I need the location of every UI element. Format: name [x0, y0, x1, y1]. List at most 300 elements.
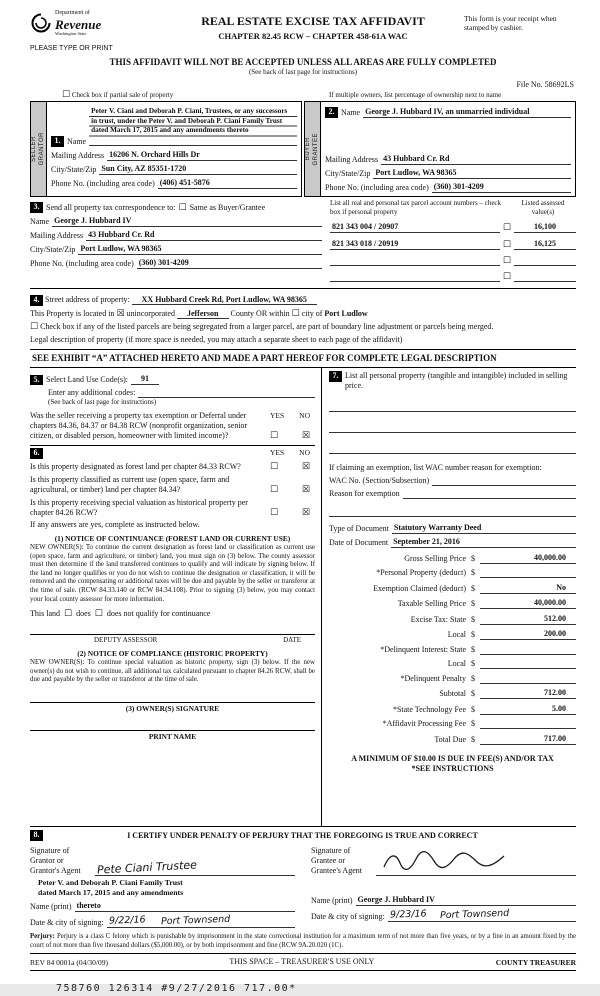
q3-yes-checkbox[interactable]: ☐ — [270, 507, 279, 518]
grantor-sig-row — [30, 846, 295, 876]
middle-columns — [30, 367, 576, 827]
yes-no-header — [265, 411, 315, 420]
does-label: does — [76, 609, 91, 619]
city-of-label: city of — [301, 309, 323, 319]
personal-property-blank-3[interactable] — [329, 443, 576, 454]
segregation-row — [30, 322, 576, 332]
exemption-no-checkbox[interactable]: ☒ — [301, 431, 310, 442]
property-address-section — [30, 289, 576, 350]
grantor-print-row — [30, 901, 295, 912]
correspondence-mailing-row — [30, 230, 322, 241]
money-value-field[interactable]: 40,000.00 — [480, 553, 576, 564]
money-row — [329, 688, 576, 699]
q2-checkboxes — [265, 486, 315, 495]
historic-question: Is this property receiving special valuation as historical property per chapter 84.26 RCW? — [30, 497, 248, 517]
grantee-signature-scrawl — [378, 850, 508, 872]
dollar-sign: $ — [471, 719, 475, 729]
grantor-signature-block — [30, 846, 295, 928]
money-value-field[interactable] — [480, 674, 576, 684]
buyer-name-row — [325, 107, 571, 118]
legal-description-label: Legal description of property (if more space is needed, you may attach a separate sheet to each page of the affidavit) — [30, 335, 403, 345]
form-chapter-line: CHAPTER 82.45 RCW – CHAPTER 458-61A WAC — [218, 31, 408, 41]
perjury-text: Perjury is a class C felony which is punishable by imprisonment in the state correctional institution for a maximum term of not more than five years, or by a fine in an amount fixed by the court of not more than five thousand dollars ($5,000.00), or by both imprisonment and fine (RCW 9A.20.020 (1C). — [30, 933, 576, 949]
section-8-badge: 8. — [30, 830, 43, 841]
correspondence-mailing-field[interactable]: 43 Hubbard Cr. Rd — [86, 230, 322, 241]
section-6-header — [30, 445, 315, 459]
grantee-print-field[interactable]: George J. Hubbard IV — [356, 895, 576, 906]
minimum-fee-line1: A MINIMUM OF $10.00 IS DUE IN FEE(S) AND/OR TAX — [351, 753, 554, 763]
seller-phone-label: Phone No. (including area code) — [51, 178, 155, 188]
land-use-code-field[interactable]: 91 — [131, 374, 159, 385]
correspondence-mailing-label: Mailing Address — [30, 230, 84, 240]
grantee-signature-block — [311, 846, 576, 928]
additional-codes-label: Enter any additional codes: — [48, 388, 136, 398]
correspondence-phone-row — [30, 258, 322, 269]
seller-name-field[interactable]: Peter V. Ciani and Deborah P. Ciani, Trustees, or any successors in trust, under the Peter V. and Deborah P. Ciani Family Trust dated March 17, 2015 and any amendments thereto — [89, 107, 297, 147]
multiple-owners-note: If multiple owners, list percentage of ownership next to name — [329, 90, 502, 99]
land-use-row — [30, 374, 315, 385]
does-not-label: does not qualify for continuance — [106, 609, 211, 619]
yes-label: YES — [270, 411, 285, 421]
money-label: Subtotal — [439, 689, 466, 699]
buyer-phone-field[interactable]: (360) 301-4209 — [432, 182, 571, 193]
grantor-signature-field[interactable] — [95, 858, 295, 878]
money-row — [329, 645, 576, 655]
tax-correspondence-section — [30, 197, 576, 290]
notice-compliance-body: NEW OWNER(S): To continue special valuation as historic property, sign (3) below. If the new owner(s) do not wish to continue, all additional tax calculated pursuant to chapter 84.26 RCW, shall be due and payable by the seller or transferor at the time of sale. — [30, 659, 315, 684]
money-value-field[interactable]: 512.00 — [480, 614, 576, 625]
seller-phone-field[interactable]: (406) 451-5876 — [158, 178, 297, 189]
grantor-cont-line2: dated March 17, 2015 and any amendments — [38, 888, 184, 898]
file-number: File No. 58692LS — [516, 79, 574, 89]
same-as-buyer-label: Same as Buyer/Grantee — [189, 202, 266, 212]
money-row — [329, 598, 576, 609]
exemption-question-block — [30, 411, 315, 441]
money-row — [329, 704, 576, 715]
q1-no-checkbox[interactable]: ☒ — [301, 461, 310, 472]
forest-land-question-row — [30, 462, 315, 472]
header-center — [162, 10, 464, 42]
segregated-label: Check box if any of the listed parcels are being segregated from a larger parcel, are part of boundary line adjustment or parcels being merged. — [40, 322, 494, 332]
wac-row — [329, 476, 576, 486]
no-label: NO — [299, 448, 310, 458]
owners-signature-line[interactable]: (3) OWNER(S) SIGNATURE — [30, 702, 315, 713]
seller-side-word1: SELLER — [30, 135, 37, 162]
money-label: Total Due — [434, 734, 466, 744]
additional-codes-field[interactable] — [138, 388, 315, 398]
buyer-mailing-row — [325, 154, 571, 165]
current-use-question-row — [30, 475, 315, 495]
money-label: Taxable Selling Price — [397, 599, 466, 609]
doc-date-field[interactable]: September 21, 2016 — [391, 537, 576, 548]
grantee-date-handwriting: 9/23/16 — [389, 908, 427, 921]
seller-mailing-field[interactable]: 16206 N. Orchard Hills Dr — [107, 150, 297, 161]
buyer-fields — [321, 102, 575, 196]
correspondence-header-row — [30, 202, 322, 213]
if-yes-note: If any answers are yes, complete as instructed below. — [30, 519, 200, 529]
seller-mailing-label: Mailing Address — [51, 150, 105, 160]
see-back-note-2: (See back of last page for instructions) — [48, 398, 157, 407]
personal-property-row — [329, 371, 576, 391]
reason-label: Reason for exemption — [329, 489, 400, 499]
yes-no-checkboxes — [265, 432, 315, 441]
parcel-number-field[interactable] — [330, 272, 500, 282]
assessed-value-field[interactable]: 16,100 — [514, 222, 576, 233]
dollar-sign: $ — [471, 599, 475, 609]
parcel-row — [330, 272, 576, 282]
unincorporated-checkbox[interactable]: ☒ — [116, 309, 125, 320]
grantee-date-row — [311, 909, 576, 922]
correspondence-name-row — [30, 216, 322, 227]
yes-no-header — [265, 448, 315, 457]
buyer-phone-label: Phone No. (including area code) — [325, 182, 429, 192]
seller-phone-row — [51, 178, 297, 189]
partial-sale-checkbox[interactable]: ☐ — [62, 89, 71, 100]
correspondence-fields — [30, 199, 330, 283]
q1-checkboxes — [265, 463, 315, 472]
q2-checkboxes-col — [265, 475, 315, 495]
dollar-sign: $ — [471, 644, 475, 654]
continuance-qualify-row — [30, 609, 315, 619]
grantor-sig-label — [30, 846, 92, 876]
personal-property-label: List all personal property (tangible and intangible) included in selling price. — [345, 371, 568, 391]
reason-blank-2[interactable] — [329, 506, 576, 517]
seller-name-label: Name — [67, 136, 87, 146]
section-1-badge: 1. — [51, 136, 64, 147]
dollar-sign: $ — [471, 568, 475, 578]
money-rows — [329, 553, 576, 745]
q3-checkboxes-col — [265, 498, 315, 518]
forest-land-question: Is this property designated as forest land per chapter 84.33 RCW? — [30, 461, 241, 471]
parcel-number-field[interactable]: 821 343 004 / 20907 — [330, 222, 500, 233]
logo-state-label: Washington State — [55, 30, 87, 36]
street-address-field[interactable]: XX Hubbard Creek Rd, Port Ludlow, WA 98365 — [132, 295, 317, 305]
correspondence-csz-label: City/State/Zip — [30, 244, 76, 254]
reason-row — [329, 489, 576, 499]
treasurer-space-label: THIS SPACE – TREASURER'S USE ONLY — [229, 957, 375, 967]
money-label: *State Technology Fee — [392, 704, 466, 714]
send-correspondence-label: Send all property tax correspondence to: — [46, 202, 176, 212]
notice-continuance-body: NEW OWNER(S): To continue the current designation as forest land or classification as current use (open space, farm and agriculture, or timber) land, you must sign on (3) below. The county assessor must then determine if the land transferred continues to qualify and will indicate by signing below. If the land no longer qualifies or you do not wish to continue the designation or classification, it will be removed and the compensating or additional taxes will be due and payable by the seller or transferor at the time of sale. (RCW 84.33.140 or RCW 84.34.108). Prior to signing (3) below, you may contact your local county assessor for more information. — [30, 544, 315, 603]
location-row — [30, 309, 576, 319]
money-row — [329, 553, 576, 564]
personal-property-blank-1[interactable] — [329, 401, 576, 412]
seller-side-label — [31, 102, 47, 196]
correspondence-phone-field[interactable]: (360) 301-4209 — [137, 258, 322, 269]
money-row — [329, 719, 576, 729]
personal-property-checkbox[interactable]: ☐ — [502, 272, 511, 283]
county-treasurer-label: COUNTY TREASURER — [495, 957, 576, 967]
grantor-sig-label-1: Signature of — [30, 846, 70, 856]
personal-property-blank-2[interactable] — [329, 422, 576, 433]
grantee-sig-label-1: Signature of — [311, 846, 351, 856]
section-6-badge: 6. — [30, 448, 43, 459]
grantor-cont-line1: Peter V. and Deborah P. Ciani Family Trust — [38, 878, 183, 888]
q2-yes-checkbox[interactable]: ☐ — [270, 484, 279, 495]
buyer-name-label: Name — [341, 107, 361, 117]
buyer-spacer — [325, 118, 571, 151]
form-footer — [30, 954, 576, 971]
grantor-city-handwriting: Port Townsend — [161, 914, 231, 928]
minimum-fee-line2: *SEE INSTRUCTIONS — [411, 763, 494, 773]
section-6-yes-no-header — [265, 448, 315, 459]
doc-date-row — [329, 537, 576, 548]
money-value-field[interactable] — [480, 645, 576, 655]
see-back-note: (See back of last page for instructions) — [248, 68, 358, 77]
date-label: DATE — [283, 636, 301, 645]
partial-sale-label: Check box if partial sale of property — [71, 90, 174, 99]
doc-date-label: Date of Document — [329, 538, 389, 548]
dollar-sign: $ — [471, 734, 475, 744]
section-7-badge: 7. — [329, 371, 342, 382]
perjury-label: Perjury: — [30, 933, 55, 941]
name-print-label: Name (print) — [30, 902, 72, 912]
money-value-field[interactable]: No — [480, 583, 576, 594]
land-does-not-checkbox[interactable]: ☐ — [94, 609, 103, 620]
grantee-sig-label-2: Grantee or Grantee's Agent — [311, 856, 362, 876]
street-address-row — [30, 295, 576, 306]
parcel-table — [330, 199, 576, 283]
date-city-label: Date & city of signing: — [311, 912, 385, 922]
dor-logo-text — [55, 10, 101, 36]
money-row — [329, 734, 576, 745]
money-label: *Personal Property (deduct) — [376, 568, 466, 578]
doc-type-row — [329, 523, 576, 534]
partial-sale-row — [30, 91, 303, 100]
minimum-fee-note — [329, 754, 576, 774]
money-value-field[interactable]: 717.00 — [480, 734, 576, 745]
deputy-assessor-line[interactable] — [30, 634, 315, 645]
left-column — [30, 368, 322, 826]
q1-yes-checkbox[interactable]: ☐ — [270, 461, 279, 472]
money-value-field[interactable] — [480, 568, 576, 578]
buyer-csz-label: City/State/Zip — [325, 168, 371, 178]
certify-statement: I CERTIFY UNDER PENALTY OF PERJURY THAT THE FOREGOING IS TRUE AND CORRECT — [127, 830, 478, 840]
money-label: *Delinquent Penalty — [400, 673, 466, 683]
seller-section — [30, 101, 302, 197]
seller-csz-row — [51, 164, 297, 175]
grantee-date-field[interactable] — [388, 909, 576, 922]
grantee-print-row — [311, 895, 576, 906]
grantee-spacer — [311, 876, 576, 892]
exhibit-a-line: SEE EXHIBIT “A” ATTACHED HERETO AND MADE A PART HEREOF FOR COMPLETE LEGAL DESCRIPTION — [32, 353, 497, 364]
buyer-side-word2: GRANTEE — [313, 132, 319, 166]
section-4-badge: 4. — [30, 295, 43, 306]
parcel-row — [330, 239, 576, 250]
segregated-checkbox[interactable]: ☐ — [30, 322, 39, 333]
wac-label: WAC No. (Section/Subsection) — [329, 476, 430, 486]
parcel-row — [330, 222, 576, 233]
money-label: *Delinquent Interest: State — [380, 644, 466, 654]
buyer-csz-row — [325, 168, 571, 179]
money-label: Exemption Claimed (deduct) — [373, 583, 466, 593]
assessed-value-field[interactable] — [514, 272, 576, 282]
dollar-sign: $ — [471, 553, 475, 563]
exemption-yes-no — [265, 411, 315, 441]
dollar-sign: $ — [471, 614, 475, 624]
logo-dept-label: Department of — [55, 10, 90, 16]
grantor-date-field[interactable] — [107, 915, 295, 928]
personal-property-checkbox[interactable]: ☐ — [502, 240, 511, 251]
section-3-badge: 3. — [30, 202, 43, 213]
personal-property-checkbox[interactable]: ☐ — [502, 223, 511, 234]
parcel-number-field[interactable]: 821 343 018 / 20919 — [330, 239, 500, 250]
receipt-note: This form is your receipt when stamped by cashier. — [464, 14, 557, 33]
deputy-assessor-label: DEPUTY ASSESSOR — [94, 636, 158, 645]
grantor-name-continuation — [38, 878, 295, 898]
buyer-mailing-label: Mailing Address — [325, 154, 379, 164]
dollar-sign: $ — [471, 673, 475, 683]
located-in-label: This Property is located in — [30, 309, 115, 319]
street-address-label: Street address of property: — [45, 295, 130, 305]
assessed-value-field[interactable]: 16,125 — [514, 239, 576, 250]
money-label: Local — [447, 630, 466, 640]
party-boxes — [30, 101, 576, 197]
buyer-side-word1: BUYER — [304, 137, 311, 161]
perjury-paragraph — [30, 933, 576, 950]
grantor-sig-label-2: Grantor or Grantor's Agent — [30, 856, 81, 876]
money-label: Gross Selling Price — [404, 553, 466, 563]
historic-question-row — [30, 498, 315, 518]
land-does-checkbox[interactable]: ☐ — [64, 609, 73, 620]
seller-csz-field[interactable]: Sun City, AZ 85351-1720 — [99, 164, 297, 175]
money-row — [329, 659, 576, 669]
buyer-side-label — [305, 102, 321, 196]
rev-number: REV 84 0001a (04/30/09) — [30, 957, 108, 967]
grantor-date-handwriting: 9/22/16 — [108, 914, 146, 928]
warning-line: THIS AFFIDAVIT WILL NOT BE ACCEPTED UNLESS ALL AREAS ARE FULLY COMPLETED — [109, 56, 497, 67]
money-label: Local — [447, 659, 466, 669]
dollar-sign: $ — [471, 689, 475, 699]
q2-no-checkbox[interactable]: ☒ — [301, 484, 310, 495]
exemption-yes-checkbox[interactable]: ☐ — [270, 431, 279, 442]
current-use-question: Is this property classified as current use (open space, farm and agricultural, or timber) land per chapter 84.34? — [30, 474, 230, 494]
seller-csz-label: City/State/Zip — [51, 164, 97, 174]
parcel-row — [330, 256, 576, 266]
additional-codes-row — [48, 388, 315, 398]
right-column — [322, 368, 576, 826]
grantor-signature-handwriting: Pete Ciani Trustee — [96, 858, 198, 878]
this-land-label: This land — [30, 609, 60, 619]
exemption-claim-label: If claiming an exemption, list WAC number reason for exemption: — [329, 463, 542, 473]
dor-logo — [30, 10, 162, 36]
no-label: NO — [299, 411, 310, 421]
exemption-question: Was the seller receiving a property tax exemption or Deferral under chapters 84.36, 84.37 or 84.38 RCW (nonprofit organization, senior citizen, or disabled person, homeowner with limited income)? — [30, 411, 248, 441]
seller-fields — [47, 102, 301, 196]
section-2-badge: 2. — [325, 107, 338, 118]
parcel-table-header — [330, 199, 576, 217]
grantor-date-row — [30, 915, 295, 928]
buyer-name-field[interactable]: George J. Hubbard IV, an unmarried individual — [363, 107, 571, 118]
buyer-mailing-field[interactable]: 43 Hubbard Cr. Rd — [381, 154, 571, 165]
print-name-line[interactable]: PRINT NAME — [30, 730, 315, 741]
cashier-receipt-stamp: 758760 126314 #9/27/2016 717.00* — [56, 983, 297, 995]
correspondence-phone-label: Phone No. (including area code) — [30, 258, 134, 268]
revenue-swirl-icon — [30, 12, 52, 34]
buyer-csz-field[interactable]: Port Ludlow, WA 98365 — [373, 168, 571, 179]
money-value-field[interactable]: 200.00 — [480, 629, 576, 640]
seller-mailing-row — [51, 150, 297, 161]
money-row — [329, 674, 576, 684]
money-value-field[interactable]: 712.00 — [480, 688, 576, 699]
wac-field[interactable] — [432, 476, 576, 486]
money-label: Excise Tax: State — [410, 614, 466, 624]
header-left — [30, 10, 162, 54]
money-row — [329, 614, 576, 625]
q3-no-checkbox[interactable]: ☒ — [301, 507, 310, 518]
money-value-field[interactable]: 40,000.00 — [480, 598, 576, 609]
county-field[interactable]: Jefferson — [177, 309, 229, 319]
buyer-phone-row — [325, 182, 571, 193]
parcel-number-field[interactable] — [330, 256, 500, 266]
form-header — [30, 10, 576, 54]
personal-property-checkbox[interactable]: ☐ — [502, 256, 511, 267]
q3-checkboxes — [265, 509, 315, 518]
county-or-within-label: County OR within — [230, 309, 290, 319]
certify-row — [30, 830, 576, 841]
money-value-field[interactable] — [480, 719, 576, 729]
assessed-value-field[interactable] — [514, 256, 576, 266]
correspondence-name-field[interactable]: George J. Hubbard IV — [52, 216, 322, 227]
money-row — [329, 583, 576, 594]
grantor-print-field[interactable]: thereto — [75, 901, 295, 912]
notice-continuance-title: (1) NOTICE OF CONTINUANCE (FOREST LAND OR CURRENT USE) — [54, 533, 291, 543]
assessed-values-header: Listed assessed value(s) — [521, 198, 565, 216]
city-checkbox[interactable]: ☐ — [291, 309, 300, 320]
money-row — [329, 629, 576, 640]
certification-section — [30, 830, 576, 954]
money-value-field[interactable]: 5.00 — [480, 704, 576, 715]
notice-compliance-title: (2) NOTICE OF COMPLIANCE (HISTORIC PROPERTY) — [77, 648, 268, 658]
grantee-sig-label — [311, 846, 373, 876]
dollar-sign: $ — [471, 583, 475, 593]
unincorporated-label: unincorporated — [126, 309, 175, 319]
q1-checkboxes-col — [265, 462, 315, 472]
city-field[interactable]: Port Ludlow — [324, 309, 368, 319]
doc-type-label: Type of Document — [329, 524, 389, 534]
section-5-badge: 5. — [30, 375, 43, 386]
date-city-label: Date & city of signing: — [30, 918, 104, 928]
buyer-section — [304, 101, 576, 197]
doc-type-field[interactable]: Statutory Warranty Deed — [392, 523, 576, 534]
grantee-signature-field[interactable] — [376, 850, 576, 876]
correspondence-csz-field[interactable]: Port Ludlow, WA 98365 — [78, 244, 322, 255]
correspondence-csz-row — [30, 244, 322, 255]
money-label: *Affidavit Processing Fee — [382, 719, 466, 729]
parcel-numbers-header: List all real and personal tax parcel account numbers – check box if personal property — [330, 198, 502, 216]
reason-field[interactable] — [403, 489, 576, 499]
correspondence-name-label: Name — [30, 216, 50, 226]
dollar-sign: $ — [471, 630, 475, 640]
please-type-label: PLEASE TYPE OR PRINT — [30, 45, 113, 53]
seller-side-word2: GRANTOR — [39, 132, 45, 166]
land-use-label: Select Land Use Code(s): — [46, 375, 128, 385]
ownership-note-row — [30, 91, 576, 100]
money-row — [329, 568, 576, 578]
signature-columns — [30, 846, 576, 928]
dollar-sign: $ — [471, 659, 475, 669]
grantee-sig-row — [311, 846, 576, 876]
grantee-city-handwriting: Port Townsend — [440, 908, 510, 922]
form-title: REAL ESTATE EXCISE TAX AFFIDAVIT — [201, 14, 425, 28]
same-as-buyer-checkbox[interactable]: ☐ — [178, 202, 187, 213]
yes-label: YES — [270, 448, 285, 458]
money-value-field[interactable] — [480, 659, 576, 669]
seller-name-row — [51, 107, 297, 147]
dollar-sign: $ — [471, 704, 475, 714]
logo-agency-label: Revenue — [55, 16, 102, 32]
name-print-label: Name (print) — [311, 896, 353, 906]
